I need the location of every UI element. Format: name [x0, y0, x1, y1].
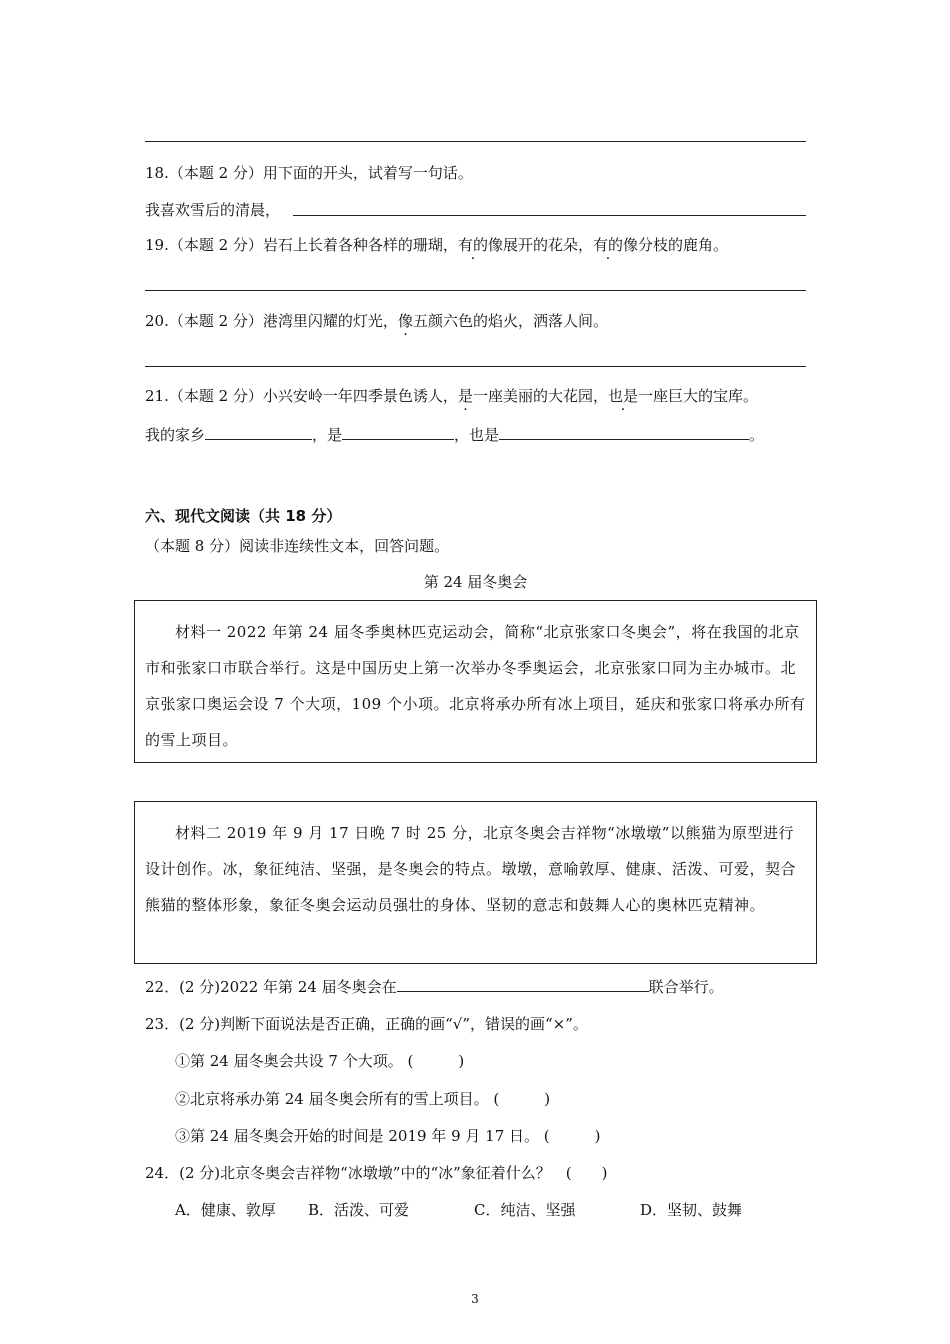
- question-19: [145, 234, 728, 255]
- question-20-text: 20.（本题 2 分）港湾里闪耀的灯光，: [145, 312, 398, 330]
- answer-line-q19[interactable]: [145, 290, 806, 291]
- answer-line-q20[interactable]: [145, 366, 806, 367]
- section-intro: （本题 8 分）阅读非连续性文本，回答问题。: [145, 537, 450, 555]
- question-21-text: 21.（本题 2 分）小兴安岭一年四季景色诱人，: [145, 387, 458, 405]
- question-21-fill-row: [145, 424, 764, 445]
- question-19-text: 像展开的花朵，: [487, 236, 593, 254]
- question-21-text: 一座巨大的宝库。: [637, 387, 758, 405]
- material-2-box: [134, 801, 817, 964]
- section-title: 六、现代文阅读（共 18 分）: [145, 507, 342, 525]
- question-24: 24．(2 分)北京冬奥会吉祥物“冰墩墩”中的“冰”象征着什么？ ( ): [145, 1164, 608, 1182]
- question-18-prompt: 我喜欢雪后的清晨，: [145, 201, 281, 219]
- fill-text: ，是: [312, 426, 343, 444]
- blank-3[interactable]: [499, 424, 749, 440]
- question-22-text: 联合举行。: [648, 978, 724, 996]
- judge-item-2[interactable]: ②北京将承办第 24 届冬奥会所有的雪上项目。 ( ): [175, 1090, 551, 1108]
- question-23: 23．(2 分)判断下面说法是否正确，正确的画“√”，错误的画“×”。: [145, 1015, 588, 1033]
- material-1-box: [134, 600, 817, 763]
- question-18-label: 18.（本题 2 分）用下面的开头，试着写一句话。: [145, 164, 473, 182]
- judge-item-3[interactable]: ③第 24 届冬奥会开始的时间是 2019 年 9 月 17 日。 ( ): [175, 1127, 601, 1145]
- fill-text: 我的家乡: [145, 426, 206, 444]
- fill-text: ，也是: [454, 426, 500, 444]
- question-19-text: 19.（本题 2 分）岩石上长着各种各样的珊瑚，: [145, 236, 458, 254]
- emphasis-dots: 也是: [607, 387, 638, 405]
- question-18-prompt-row: [145, 199, 280, 220]
- option-d[interactable]: D．坚韧、鼓舞: [640, 1201, 743, 1219]
- option-c[interactable]: C．纯洁、坚强: [474, 1201, 576, 1219]
- blank-1[interactable]: [205, 424, 312, 440]
- question-21-text: 一座美丽的大花园，: [472, 387, 608, 405]
- question-21: [145, 385, 758, 406]
- page-number: 3: [471, 1292, 479, 1306]
- emphasis-dots: 是: [457, 387, 473, 405]
- judge-item-1[interactable]: ①第 24 届冬奥会共设 7 个大项。 ( ): [175, 1052, 465, 1070]
- blank-2[interactable]: [342, 424, 454, 440]
- blank-q22[interactable]: [397, 976, 649, 992]
- answer-line-q18[interactable]: [293, 215, 806, 216]
- material-1-text: 材料一 2022 年第 24 届冬季奥林匹克运动会，简称“北京张家口冬奥会”，将在我国的北京市和张家口市联合举行。这是中国历史上第一次举办冬季奥运会，北京张家口同为主办城市。北京张家口奥运会设 7 个大项，109 个小项。北京将承办所有冰上项目，延庆和张家口将承办所有的雪上项目。: [145, 623, 806, 749]
- question-22: [145, 976, 724, 997]
- question-20: [145, 310, 608, 331]
- question-18: [145, 162, 473, 183]
- question-19-text: 像分枝的鹿角。: [622, 236, 728, 254]
- text-title: 第 24 届冬奥会: [423, 573, 528, 591]
- question-20-text: 五颜六色的焰火，洒落人间。: [412, 312, 608, 330]
- option-a[interactable]: A．健康、敦厚: [175, 1201, 276, 1219]
- fill-text: 。: [749, 426, 765, 444]
- option-b[interactable]: B．活泼、可爱: [308, 1201, 410, 1219]
- answer-line-q17[interactable]: [145, 141, 806, 142]
- emphasis-dots: 像: [397, 312, 413, 330]
- emphasis-dots: 有的: [592, 236, 623, 254]
- question-22-text: 22．(2 分)2022 年第 24 届冬奥会在: [145, 978, 397, 996]
- material-2-text: 材料二 2019 年 9 月 17 日晚 7 时 25 分，北京冬奥会吉祥物“冰墩墩”以熊猫为原型进行设计创作。冰，象征纯洁、坚强，是冬奥会的特点。墩墩，意喻敦厚、健康、活泼、可爱，契合熊猫的整体形象，象征冬奥会运动员强壮的身体、坚韧的意志和鼓舞人心的奥林匹克精神。: [145, 824, 797, 914]
- emphasis-dots: 有的: [457, 236, 488, 254]
